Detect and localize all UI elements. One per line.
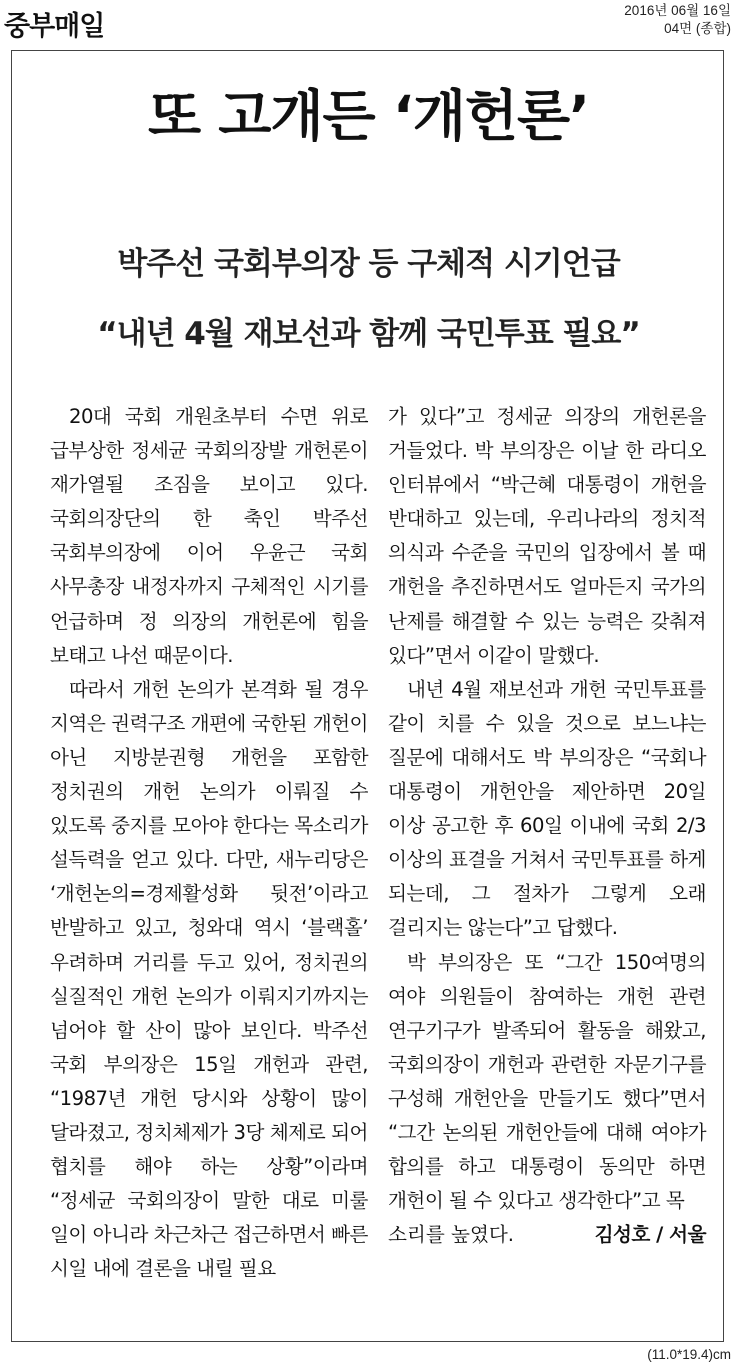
subheadline-2: “내년 4월 재보선과 함께 국민투표 필요” <box>97 316 640 352</box>
page-number: 04면 (종합) <box>664 21 731 36</box>
headline: 또 고개든 ‘개헌론’ <box>148 84 589 148</box>
paragraph: 내년 4월 재보선과 개헌 국민투표를 같이 치를 수 있을 것으로 보느냐는 질문에 대해서도 박 부의장은 “국회나 대통령이 개헌안을 제안하면 20일 이상 공고한 후 60일 이내에 국회 2/3 이상의 표결을 거쳐서 국민투표를 하게 되는데, 그 절차가 그렇게 오래 걸리지는 않는다”고 답했다. <box>388 677 706 940</box>
dateline <box>624 2 731 38</box>
article-column-left <box>50 400 368 1286</box>
masthead <box>0 0 737 50</box>
paragraph-tail: 소리를 높였다. <box>388 1223 515 1247</box>
article-column-right <box>388 400 706 1252</box>
paragraph: 20대 국회 개원초부터 수면 위로 급부상한 정세균 국회의장발 개헌론이 재가열될 조짐을 보이고 있다. 국회의장단의 한 축인 박주선 국회부의장에 이어 우윤근 국회 사무총장 내정자까지 구체적인 시기를 언급하며 정 의장의 개헌론에 힘을 보태고 나선 때문이다. <box>50 405 368 667</box>
newspaper-logo: 중부매일 <box>4 11 105 42</box>
closing-line <box>388 1218 706 1252</box>
paragraph: 박 부의장은 또 “그간 150여명의 여야 의원들이 참여하는 개헌 관련 연구기구가 발족되어 활동을 해왔고, 국회의장이 개헌과 관련한 자문기구를 구성해 개헌안을 만들기도 했다”면서 “그간 논의된 개헌안들에 대해 여야가 합의를 하고 대통령이 동의만 하면 개헌이 될 수 있다고 생각한다”고 목 <box>388 950 706 1213</box>
subheadline-1: 박주선 국회부의장 등 구체적 시기언급 <box>117 246 620 282</box>
byline: 김성호 / 서울 <box>594 1223 706 1247</box>
publication-date: 2016년 06월 16일 <box>624 3 731 18</box>
article-size-note: (11.0*19.4)cm <box>647 1347 731 1362</box>
paragraph: 가 있다”고 정세균 의장의 개헌론을 거들었다. 박 부의장은 이날 한 라디오 인터뷰에서 “박근혜 대통령이 개헌을 반대하고 있는데, 우리나라의 정치적 의식과 수준을 국민의 입장에서 볼 때 개헌을 추진하면서도 얼마든지 국가의 난제를 해결할 수 있는 능력은 갖춰져 있다”면서 이같이 말했다. <box>388 405 706 667</box>
paragraph: 따라서 개헌 논의가 본격화 될 경우 지역은 권력구조 개편에 국한된 개헌이 아닌 지방분권형 개헌을 포함한 정치권의 개헌 논의가 이뤄질 수 있도록 중지를 모아야 한다는 목소리가 설득력을 얻고 있다. 다만, 새누리당은 ‘개헌논의=경제활성화 뒷전’이라고 반발하고 있고, 청와대 역시 ‘블랙홀’ 우려하며 거리를 두고 있어, 정치권의 실질적인 개헌 논의가 이뤄지기까지는 넘어야 할 산이 많아 보인다. 박주선 국회 부의장은 15일 개헌과 관련, “1987년 개헌 당시와 상황이 많이 달라졌고, 정치체제가 3당 체제로 되어 협치를 해야 하는 상황”이라며 “정세균 국회의장이 말한 대로 미룰 일이 아니라 차근차근 접근하면서 빠른 시일 내에 결론을 내릴 필요 <box>50 677 368 1281</box>
